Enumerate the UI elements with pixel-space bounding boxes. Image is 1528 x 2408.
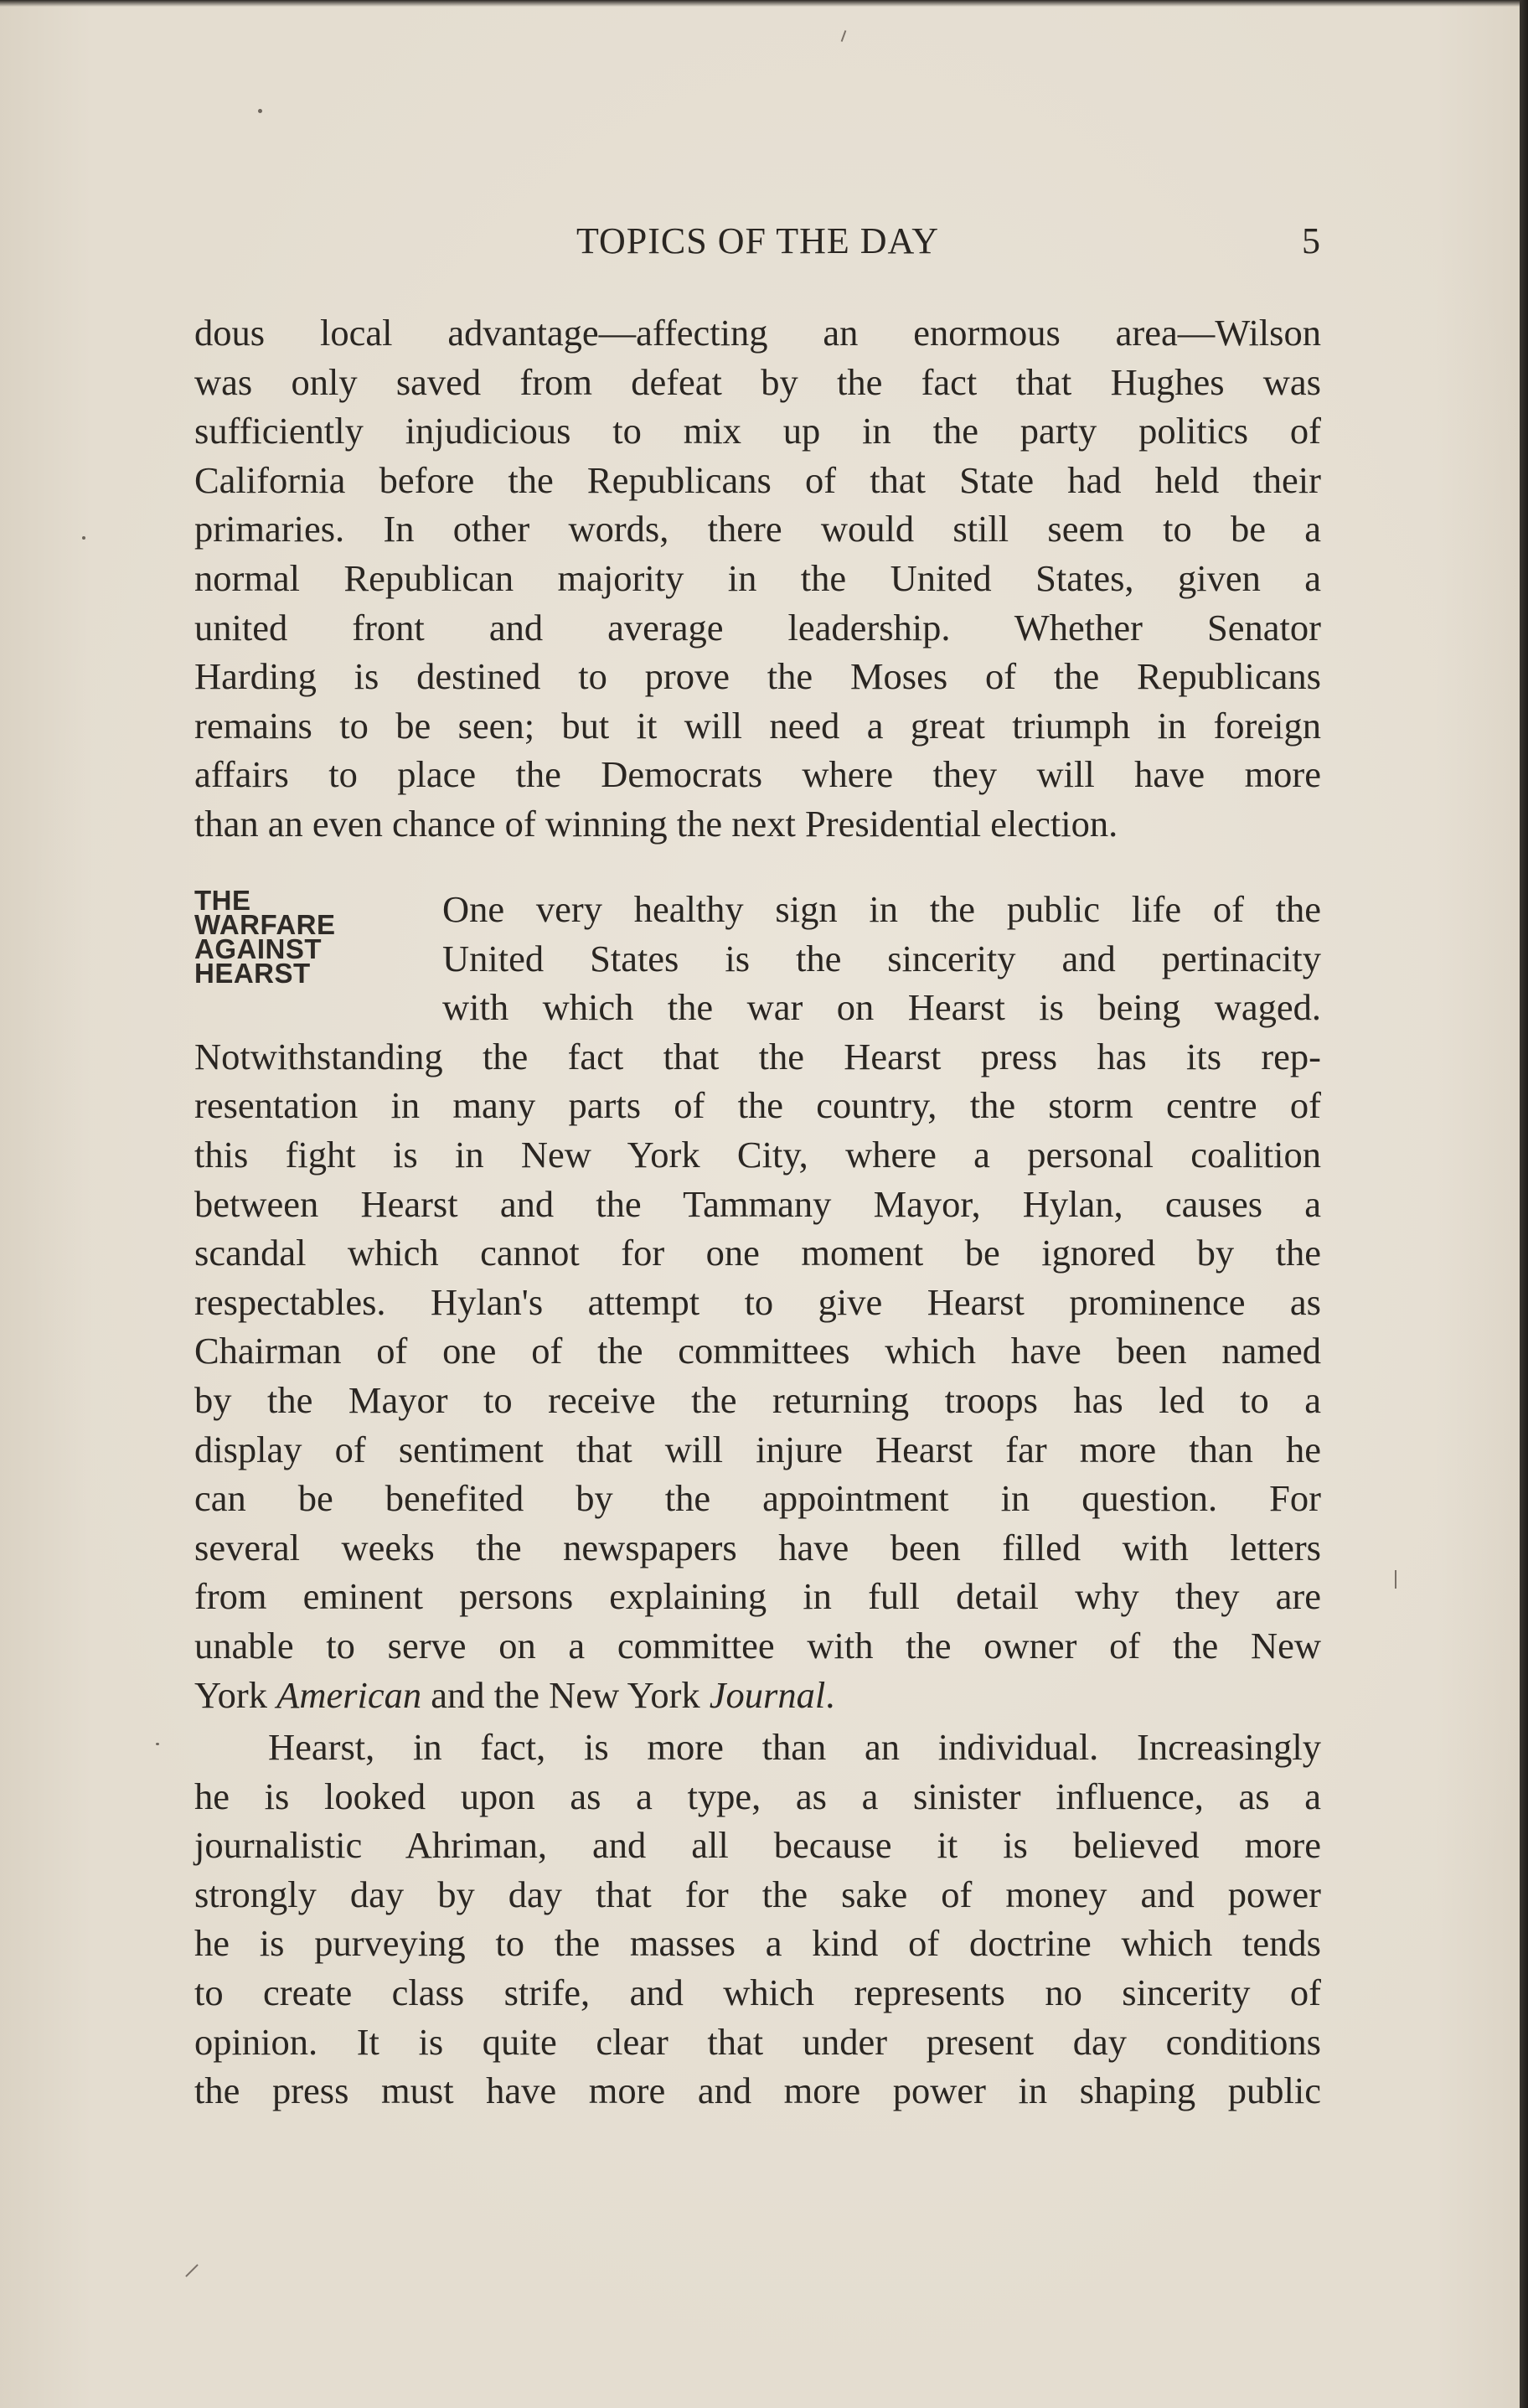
- paper-mark: [185, 2264, 199, 2277]
- text-line: strongly day by day that for the sake of money and power: [194, 1873, 1321, 1915]
- text-line: the press must have more and more power in shaping public: [194, 2070, 1321, 2112]
- page-binding-edge: [1520, 0, 1528, 2408]
- text-line: several weeks the newspapers have been filled with letters: [194, 1526, 1321, 1568]
- text-line: primaries. In other words, there would still seem to be a: [194, 508, 1321, 550]
- text-line: opinion. It is quite clear that under present day conditions: [194, 2020, 1321, 2063]
- text-line: resentation in many parts of the country, the storm centre of: [194, 1084, 1321, 1127]
- side-heading-line: HEARST: [194, 958, 311, 989]
- paragraph-continued: [194, 308, 1321, 849]
- text-line: between Hearst and the Tammany Mayor, Hylan, causes a: [194, 1182, 1321, 1225]
- text-line: scandal which cannot for one moment be ignored by the: [194, 1232, 1321, 1274]
- text-line: United States is the sincerity and pertinacity: [442, 937, 1321, 979]
- text-line-final: [194, 1671, 1321, 1720]
- text-line: from eminent persons explaining in full detail why they are: [194, 1575, 1321, 1618]
- text-line: with which the war on Hearst is being waged.: [442, 986, 1321, 1029]
- text-line: can be benefited by the appointment in question. For: [194, 1477, 1321, 1520]
- page-number: 5: [1302, 220, 1321, 261]
- paragraph-hearst-in-fact: [194, 1723, 1321, 2116]
- text-line: journalistic Ahriman, and all because it is believed more: [194, 1824, 1321, 1867]
- text-line: respectables. Hylan's attempt to give Hearst prominence as: [194, 1280, 1321, 1323]
- text-fragment: and the New York: [421, 1673, 710, 1716]
- text-line: Hearst, in fact, is more than an individual. Increasingly: [268, 1726, 1321, 1768]
- side-heading-line: WARFARE: [194, 909, 336, 940]
- newspaper-title-american: American: [276, 1673, 422, 1716]
- text-line: this fight is in New York City, where a personal coalition: [194, 1133, 1321, 1176]
- paper-speck: [156, 1743, 159, 1745]
- text-line: California before the Republicans of that State had held their: [194, 458, 1321, 501]
- text-line: to create class strife, and which represents no sincerity of: [194, 1971, 1321, 2013]
- text-line: Harding is destined to prove the Moses of the Republicans: [194, 655, 1321, 698]
- text-line: Chairman of one of the committees which have been named: [194, 1330, 1321, 1372]
- paper-speck: [82, 536, 85, 540]
- running-title: TOPICS OF THE DAY: [576, 220, 940, 261]
- text-line: he is looked upon as a type, as a sinister influence, as a: [194, 1775, 1321, 1817]
- text-line: sufficiently injudicious to mix up in the party politics of: [194, 410, 1321, 452]
- text-line: than an even chance of winning the next Presidential election.: [194, 802, 1118, 845]
- running-head: [194, 220, 1321, 270]
- text-line: united front and average leadership. Whether Senator: [194, 606, 1321, 649]
- paper-mark: [841, 30, 847, 42]
- text-line: normal Republican majority in the United States, given a: [194, 556, 1321, 599]
- text-fragment: York: [194, 1673, 277, 1716]
- text-line: One very healthy sign in the public life of the: [442, 888, 1321, 930]
- newspaper-title-journal: Journal: [709, 1673, 826, 1716]
- text-line: dous local advantage—affecting an enormous area—Wilson: [194, 312, 1321, 354]
- text-line: remains to be seen; but it will need a great triumph in foreign: [194, 704, 1321, 747]
- text-line: he is purveying to the masses a kind of doctrine which tends: [194, 1922, 1321, 1965]
- side-heading-line: THE: [194, 885, 251, 916]
- text-line: affairs to place the Democrats where they will have more: [194, 753, 1321, 796]
- paper-speck: [258, 109, 262, 113]
- page-top-shadow: [0, 0, 1528, 7]
- text-line: display of sentiment that will injure Hearst far more than he: [194, 1428, 1321, 1470]
- section-paragraph: [194, 885, 1321, 1719]
- text-line: unable to serve on a committee with the owner of the New: [194, 1624, 1321, 1666]
- text-line: Notwithstanding the fact that the Hearst press has its rep-: [194, 1035, 1321, 1077]
- side-heading-line: AGAINST: [194, 933, 322, 964]
- text-fragment: .: [825, 1673, 835, 1716]
- text-line: by the Mayor to receive the returning troops has led to a: [194, 1378, 1321, 1421]
- text-line: was only saved from defeat by the fact that Hughes was: [194, 360, 1321, 403]
- paper-mark: [1395, 1570, 1396, 1589]
